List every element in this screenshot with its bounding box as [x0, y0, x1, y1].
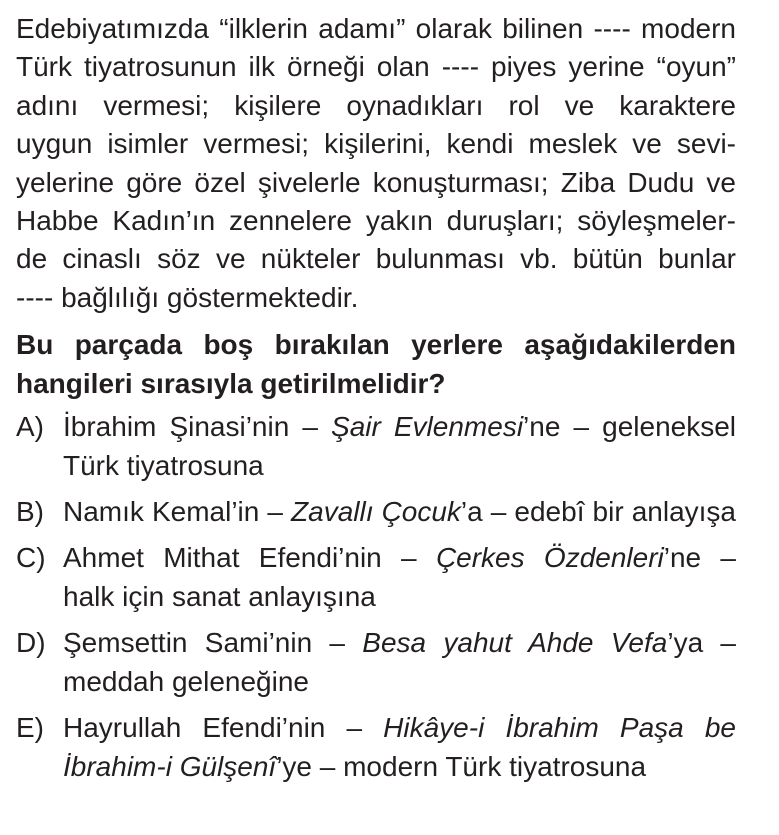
option-a[interactable]	[16, 408, 736, 485]
option-letter: C)	[16, 542, 46, 574]
answer-options	[16, 408, 736, 786]
option-letter: A)	[16, 411, 44, 443]
option-e[interactable]	[16, 709, 736, 786]
option-text-line: meddah geleneğine	[63, 665, 309, 697]
question-line: Bu parçada boş bırakılan yerlere aşağıdakilerden	[16, 329, 736, 361]
option-text-line	[63, 408, 736, 446]
passage-line: Habbe Kadın’ın zennelere yakın duruşları; söyleşmeler-	[16, 205, 736, 237]
option-text: ’ne – geleneksel	[523, 411, 737, 443]
option-text-line: Türk tiyatrosuna	[63, 449, 264, 481]
option-letter: D)	[16, 627, 46, 659]
question-stem	[16, 325, 736, 403]
option-text: ’ne –	[663, 542, 737, 574]
option-letter: E)	[16, 712, 44, 744]
option-text-line	[63, 493, 736, 531]
option-text-line	[63, 539, 736, 577]
work-title: Zavallı Çocuk	[291, 496, 461, 528]
passage-line: adını vermesi; kişilere oynadıkları rol ve karaktere	[16, 89, 736, 121]
option-text-line: halk için sanat anlayışına	[63, 580, 376, 612]
option-text: Ahmet Mithat Efendi’nin –	[63, 542, 436, 574]
option-text-line	[63, 748, 736, 786]
option-text: Namık Kemal’in –	[63, 496, 292, 528]
option-d[interactable]	[16, 624, 736, 701]
option-text: Şemsettin Sami’nin –	[63, 627, 363, 659]
option-text-line	[63, 709, 736, 747]
passage-line: Edebiyatımızda “ilklerin adamı” olarak bilinen ---- modern	[16, 13, 736, 44]
option-text: ’ye – modern Türk tiyatrosuna	[276, 750, 647, 782]
passage-line: Türk tiyatrosunun ilk örneği olan ---- piyes yerine “oyun”	[16, 51, 736, 83]
option-text: İbrahim Şinasi’nin –	[63, 411, 332, 443]
question-page	[16, 10, 736, 786]
option-text-line	[63, 624, 736, 662]
option-c[interactable]	[16, 539, 736, 616]
passage-line: uygun isimler vermesi; kişilerini, kendi meslek ve sevi-	[16, 128, 736, 160]
passage-line: ---- bağlılığı göstermektedir.	[16, 281, 359, 313]
work-title: Şair Evlenmesi	[331, 411, 524, 443]
passage-line: yelerine göre özel şivelerle konuşturması; Ziba Dudu ve	[16, 166, 736, 198]
option-b[interactable]	[16, 493, 736, 531]
option-text: ’ya –	[667, 627, 736, 659]
option-text: Hayrullah Efendi’nin –	[63, 712, 384, 744]
work-title: Besa yahut Ahde Vefa	[362, 627, 668, 659]
passage-line: de cinaslı söz ve nükteler bulunması vb. bütün bunlar	[16, 243, 736, 275]
work-title: İbrahim-i Gülşenî	[63, 750, 277, 782]
question-line: hangileri sırasıyla getirilmelidir?	[16, 368, 446, 400]
work-title: Çerkes Özdenleri	[435, 542, 664, 574]
option-letter: B)	[16, 496, 44, 528]
work-title: Hikâye-i İbrahim Paşa be	[383, 712, 736, 744]
option-text: ’a – edebî bir anlayışa	[460, 496, 736, 528]
passage	[16, 10, 736, 317]
